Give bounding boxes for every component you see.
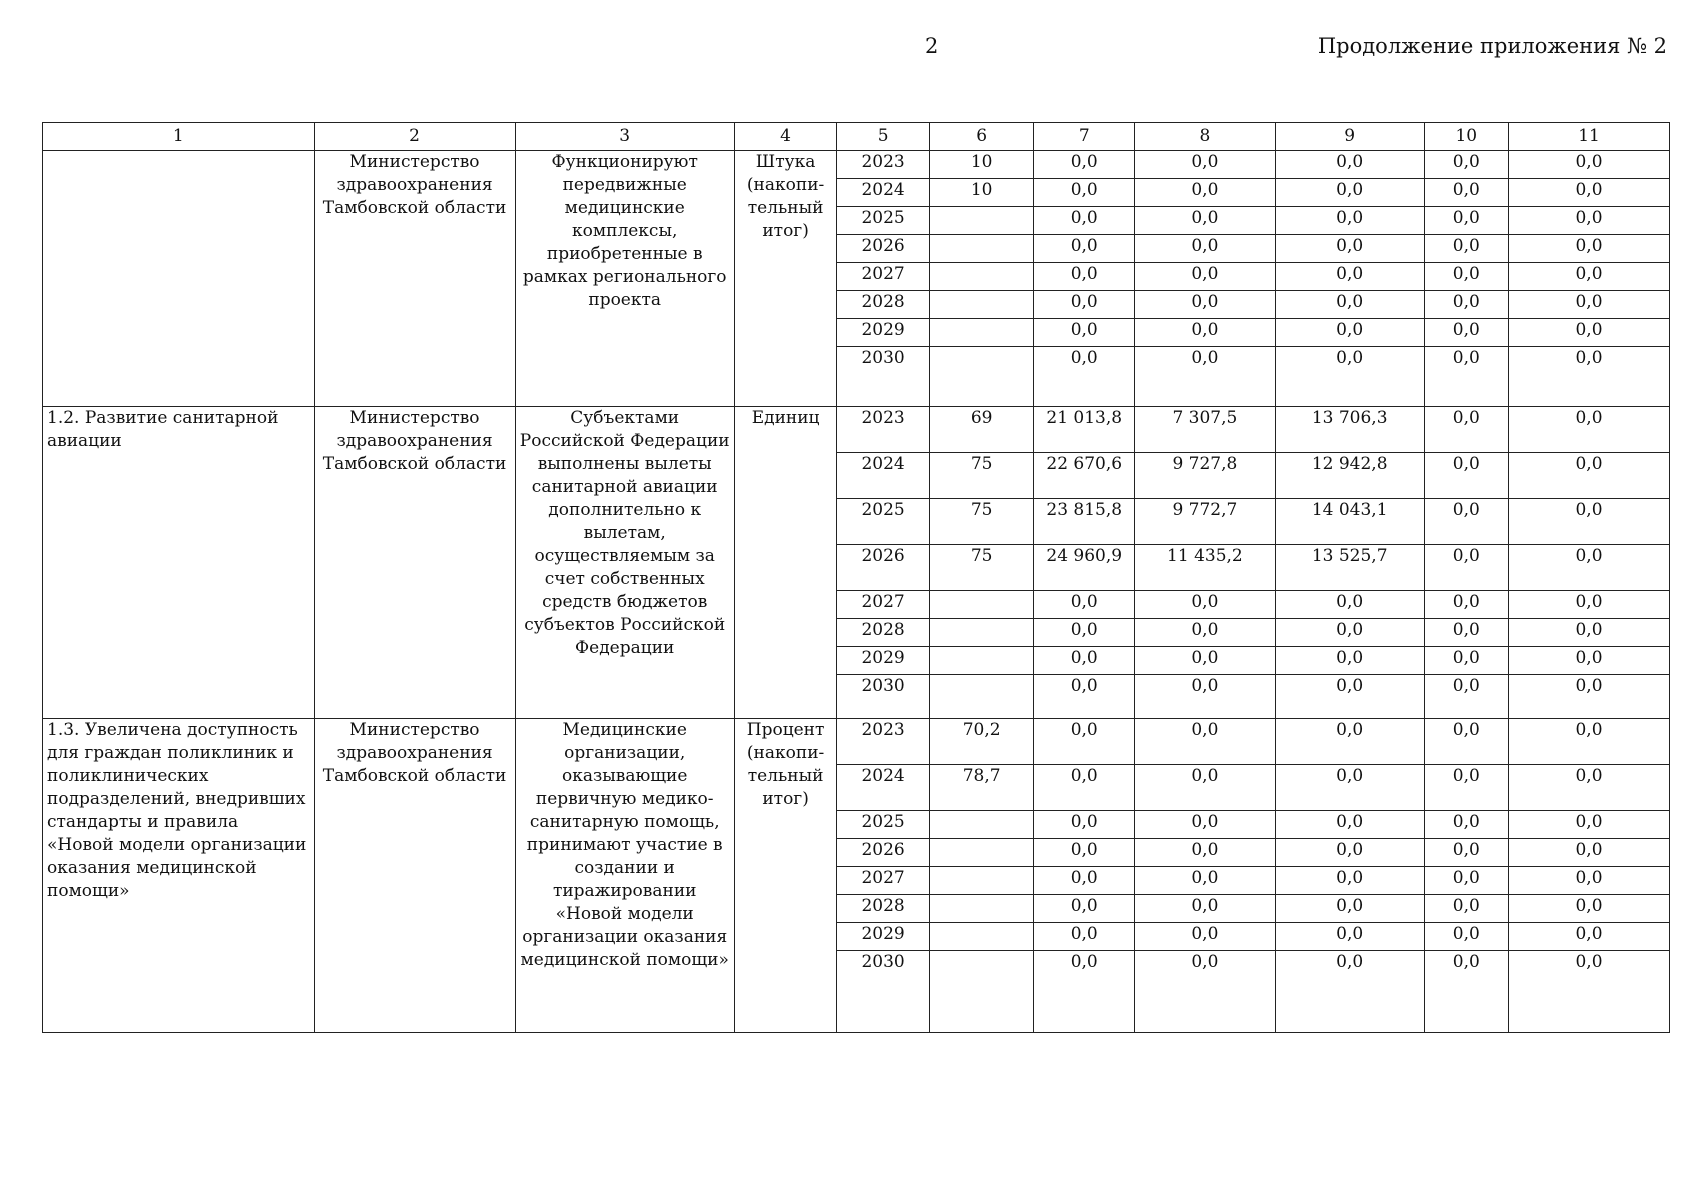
value-cell-c7: 0,0 [1034, 263, 1135, 291]
value-cell-c8: 11 435,2 [1135, 545, 1276, 591]
value-cell-c7: 0,0 [1034, 291, 1135, 319]
value-cell-c7: 0,0 [1034, 207, 1135, 235]
value-cell-c7: 0,0 [1034, 675, 1135, 719]
unit-cell: Штука (накопи-тельный итог) [734, 151, 837, 407]
value-cell-c8: 0,0 [1135, 179, 1276, 207]
value-cell-c8: 0,0 [1135, 291, 1276, 319]
value-cell-c7: 0,0 [1034, 647, 1135, 675]
value-cell-c9: 0,0 [1275, 235, 1424, 263]
value-cell-c6 [929, 319, 1034, 347]
year-cell: 2024 [837, 453, 930, 499]
value-cell-c8: 0,0 [1135, 923, 1276, 951]
value-cell-c7: 0,0 [1034, 811, 1135, 839]
year-cell: 2024 [837, 765, 930, 811]
value-cell-c9: 0,0 [1275, 591, 1424, 619]
value-cell-c11: 0,0 [1509, 895, 1670, 923]
column-number: 6 [929, 123, 1034, 151]
value-cell-c6: 75 [929, 545, 1034, 591]
value-cell-c7: 0,0 [1034, 839, 1135, 867]
value-cell-c8: 0,0 [1135, 319, 1276, 347]
value-cell-c9: 0,0 [1275, 867, 1424, 895]
value-cell-c8: 0,0 [1135, 839, 1276, 867]
value-cell-c9: 0,0 [1275, 923, 1424, 951]
value-cell-c6: 10 [929, 151, 1034, 179]
value-cell-c9: 0,0 [1275, 291, 1424, 319]
value-cell-c9: 13 706,3 [1275, 407, 1424, 453]
value-cell-c8: 0,0 [1135, 895, 1276, 923]
value-cell-c9: 0,0 [1275, 839, 1424, 867]
value-cell-c9: 0,0 [1275, 895, 1424, 923]
value-cell-c6 [929, 263, 1034, 291]
value-cell-c11: 0,0 [1509, 591, 1670, 619]
value-cell-c11: 0,0 [1509, 923, 1670, 951]
value-cell-c10: 0,0 [1424, 895, 1508, 923]
value-cell-c7: 0,0 [1034, 923, 1135, 951]
table-row [43, 151, 1670, 179]
value-cell-c7: 23 815,8 [1034, 499, 1135, 545]
value-cell-c11: 0,0 [1509, 179, 1670, 207]
year-cell: 2025 [837, 207, 930, 235]
value-cell-c8: 0,0 [1135, 951, 1276, 1033]
column-number: 11 [1509, 123, 1670, 151]
year-cell: 2030 [837, 951, 930, 1033]
value-cell-c8: 0,0 [1135, 811, 1276, 839]
year-cell: 2023 [837, 151, 930, 179]
value-cell-c9: 0,0 [1275, 263, 1424, 291]
year-cell: 2026 [837, 545, 930, 591]
page-heading: Продолжение приложения № 2 [1317, 34, 1667, 58]
value-cell-c11: 0,0 [1509, 675, 1670, 719]
value-cell-c6 [929, 839, 1034, 867]
value-cell-c11: 0,0 [1509, 235, 1670, 263]
responsible-organization-cell: Министерство здравоохранения Тамбовской области [314, 719, 515, 1033]
value-cell-c6: 75 [929, 453, 1034, 499]
value-cell-c6 [929, 923, 1034, 951]
value-cell-c10: 0,0 [1424, 619, 1508, 647]
result-description-cell: Субъектами Российской Федерации выполнены вылеты санитарной авиации дополнительно к вылетам, осуществляемым за счет собственных средств бюджетов субъектов Российской Федерации [515, 407, 734, 719]
result-description-cell: Функционируют передвижные медицинские комплексы, приобретенные в рамках регионального проекта [515, 151, 734, 407]
value-cell-c10: 0,0 [1424, 545, 1508, 591]
year-cell: 2028 [837, 291, 930, 319]
value-cell-c7: 0,0 [1034, 347, 1135, 407]
value-cell-c6 [929, 291, 1034, 319]
value-cell-c8: 0,0 [1135, 647, 1276, 675]
value-cell-c6: 70,2 [929, 719, 1034, 765]
value-cell-c11: 0,0 [1509, 811, 1670, 839]
value-cell-c11: 0,0 [1509, 545, 1670, 591]
value-cell-c6 [929, 207, 1034, 235]
value-cell-c7: 21 013,8 [1034, 407, 1135, 453]
table-row [43, 719, 1670, 765]
value-cell-c10: 0,0 [1424, 207, 1508, 235]
value-cell-c9: 0,0 [1275, 765, 1424, 811]
column-number: 1 [43, 123, 315, 151]
value-cell-c10: 0,0 [1424, 867, 1508, 895]
value-cell-c6: 78,7 [929, 765, 1034, 811]
value-cell-c9: 0,0 [1275, 647, 1424, 675]
value-cell-c11: 0,0 [1509, 951, 1670, 1033]
value-cell-c11: 0,0 [1509, 291, 1670, 319]
value-cell-c11: 0,0 [1509, 765, 1670, 811]
year-cell: 2027 [837, 591, 930, 619]
year-cell: 2027 [837, 867, 930, 895]
year-cell: 2030 [837, 675, 930, 719]
value-cell-c6: 10 [929, 179, 1034, 207]
value-cell-c6 [929, 619, 1034, 647]
value-cell-c8: 0,0 [1135, 867, 1276, 895]
value-cell-c10: 0,0 [1424, 453, 1508, 499]
value-cell-c7: 0,0 [1034, 619, 1135, 647]
value-cell-c6: 69 [929, 407, 1034, 453]
value-cell-c8: 0,0 [1135, 151, 1276, 179]
value-cell-c6 [929, 347, 1034, 407]
value-cell-c8: 0,0 [1135, 263, 1276, 291]
value-cell-c10: 0,0 [1424, 923, 1508, 951]
value-cell-c11: 0,0 [1509, 263, 1670, 291]
value-cell-c11: 0,0 [1509, 347, 1670, 407]
column-number: 4 [734, 123, 837, 151]
value-cell-c10: 0,0 [1424, 765, 1508, 811]
value-cell-c10: 0,0 [1424, 499, 1508, 545]
value-cell-c7: 0,0 [1034, 591, 1135, 619]
value-cell-c8: 0,0 [1135, 619, 1276, 647]
year-cell: 2028 [837, 895, 930, 923]
value-cell-c7: 0,0 [1034, 951, 1135, 1033]
value-cell-c7: 0,0 [1034, 719, 1135, 765]
value-cell-c10: 0,0 [1424, 719, 1508, 765]
value-cell-c11: 0,0 [1509, 839, 1670, 867]
value-cell-c8: 7 307,5 [1135, 407, 1276, 453]
value-cell-c10: 0,0 [1424, 591, 1508, 619]
value-cell-c9: 0,0 [1275, 179, 1424, 207]
responsible-organization-cell: Министерство здравоохранения Тамбовской области [314, 151, 515, 407]
value-cell-c6 [929, 591, 1034, 619]
value-cell-c9: 0,0 [1275, 619, 1424, 647]
value-cell-c7: 22 670,6 [1034, 453, 1135, 499]
value-cell-c8: 9 727,8 [1135, 453, 1276, 499]
year-cell: 2023 [837, 719, 930, 765]
value-cell-c9: 13 525,7 [1275, 545, 1424, 591]
value-cell-c10: 0,0 [1424, 647, 1508, 675]
value-cell-c10: 0,0 [1424, 235, 1508, 263]
value-cell-c11: 0,0 [1509, 319, 1670, 347]
value-cell-c11: 0,0 [1509, 407, 1670, 453]
page-number: 2 [925, 34, 939, 58]
value-cell-c7: 0,0 [1034, 179, 1135, 207]
value-cell-c10: 0,0 [1424, 263, 1508, 291]
indicator-name-cell: 1.3. Увеличена доступность для граждан поликлиник и поликлинических подразделений, внедривших стандарты и правила «Новой модели организации оказания медицинской помощи» [43, 719, 315, 1033]
value-cell-c11: 0,0 [1509, 453, 1670, 499]
value-cell-c7: 0,0 [1034, 151, 1135, 179]
value-cell-c10: 0,0 [1424, 675, 1508, 719]
year-cell: 2029 [837, 647, 930, 675]
value-cell-c9: 0,0 [1275, 207, 1424, 235]
value-cell-c9: 0,0 [1275, 719, 1424, 765]
value-cell-c10: 0,0 [1424, 347, 1508, 407]
year-cell: 2025 [837, 499, 930, 545]
value-cell-c9: 0,0 [1275, 675, 1424, 719]
year-cell: 2026 [837, 235, 930, 263]
value-cell-c11: 0,0 [1509, 151, 1670, 179]
value-cell-c8: 0,0 [1135, 347, 1276, 407]
value-cell-c9: 12 942,8 [1275, 453, 1424, 499]
value-cell-c9: 14 043,1 [1275, 499, 1424, 545]
value-cell-c6 [929, 867, 1034, 895]
value-cell-c7: 0,0 [1034, 319, 1135, 347]
value-cell-c8: 0,0 [1135, 207, 1276, 235]
indicator-table [42, 122, 1670, 1033]
value-cell-c9: 0,0 [1275, 951, 1424, 1033]
value-cell-c11: 0,0 [1509, 499, 1670, 545]
column-number-row [43, 123, 1670, 151]
value-cell-c11: 0,0 [1509, 619, 1670, 647]
value-cell-c7: 24 960,9 [1034, 545, 1135, 591]
column-number: 5 [837, 123, 930, 151]
column-number: 3 [515, 123, 734, 151]
year-cell: 2030 [837, 347, 930, 407]
column-number: 8 [1135, 123, 1276, 151]
value-cell-c6: 75 [929, 499, 1034, 545]
indicator-name-cell: 1.2. Развитие санитарной авиации [43, 407, 315, 719]
value-cell-c10: 0,0 [1424, 151, 1508, 179]
year-cell: 2029 [837, 319, 930, 347]
year-cell: 2029 [837, 923, 930, 951]
unit-cell: Процент (накопи-тельный итог) [734, 719, 837, 1033]
column-number: 9 [1275, 123, 1424, 151]
value-cell-c7: 0,0 [1034, 235, 1135, 263]
value-cell-c8: 0,0 [1135, 675, 1276, 719]
value-cell-c10: 0,0 [1424, 407, 1508, 453]
value-cell-c11: 0,0 [1509, 719, 1670, 765]
value-cell-c6 [929, 235, 1034, 263]
value-cell-c7: 0,0 [1034, 895, 1135, 923]
value-cell-c8: 0,0 [1135, 235, 1276, 263]
value-cell-c10: 0,0 [1424, 179, 1508, 207]
value-cell-c10: 0,0 [1424, 951, 1508, 1033]
value-cell-c7: 0,0 [1034, 867, 1135, 895]
value-cell-c9: 0,0 [1275, 319, 1424, 347]
year-cell: 2026 [837, 839, 930, 867]
year-cell: 2027 [837, 263, 930, 291]
value-cell-c7: 0,0 [1034, 765, 1135, 811]
value-cell-c6 [929, 811, 1034, 839]
year-cell: 2023 [837, 407, 930, 453]
value-cell-c11: 0,0 [1509, 207, 1670, 235]
value-cell-c6 [929, 675, 1034, 719]
value-cell-c9: 0,0 [1275, 811, 1424, 839]
value-cell-c6 [929, 951, 1034, 1033]
value-cell-c11: 0,0 [1509, 867, 1670, 895]
responsible-organization-cell: Министерство здравоохранения Тамбовской области [314, 407, 515, 719]
value-cell-c10: 0,0 [1424, 319, 1508, 347]
value-cell-c10: 0,0 [1424, 839, 1508, 867]
table-row [43, 407, 1670, 453]
value-cell-c8: 0,0 [1135, 765, 1276, 811]
value-cell-c10: 0,0 [1424, 291, 1508, 319]
value-cell-c6 [929, 647, 1034, 675]
year-cell: 2024 [837, 179, 930, 207]
value-cell-c11: 0,0 [1509, 647, 1670, 675]
year-cell: 2028 [837, 619, 930, 647]
column-number: 7 [1034, 123, 1135, 151]
value-cell-c10: 0,0 [1424, 811, 1508, 839]
value-cell-c8: 0,0 [1135, 591, 1276, 619]
year-cell: 2025 [837, 811, 930, 839]
indicator-name-cell [43, 151, 315, 407]
column-number: 2 [314, 123, 515, 151]
value-cell-c8: 9 772,7 [1135, 499, 1276, 545]
table-body [43, 151, 1670, 1033]
column-number: 10 [1424, 123, 1508, 151]
value-cell-c6 [929, 895, 1034, 923]
value-cell-c9: 0,0 [1275, 151, 1424, 179]
value-cell-c8: 0,0 [1135, 719, 1276, 765]
result-description-cell: Медицинские организации, оказывающие первичную медико-санитарную помощь, принимают участие в создании и тиражировании «Новой модели организации оказания медицинской помощи» [515, 719, 734, 1033]
unit-cell: Единиц [734, 407, 837, 719]
value-cell-c9: 0,0 [1275, 347, 1424, 407]
